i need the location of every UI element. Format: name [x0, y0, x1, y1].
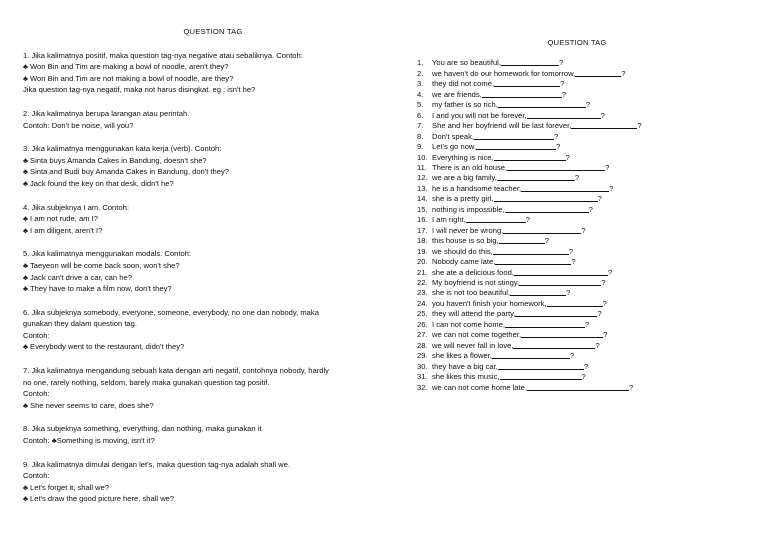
item-number: 21. [417, 267, 428, 277]
item-number: 14. [417, 194, 428, 204]
exercise-item [417, 69, 747, 79]
item-sentence: she likes a flower, [432, 351, 492, 361]
answer-blank[interactable] [503, 226, 581, 234]
example-line [23, 260, 373, 272]
line-text: gunakan they dalam question tag. [23, 319, 137, 329]
line-text: 9. Jika kalimatnya dimulai dengan let's, maka question tag-nya adalah shall we. [23, 459, 290, 469]
question-mark: ? [597, 194, 602, 204]
exercise-item [417, 194, 747, 204]
rule-line [23, 318, 373, 330]
item-sentence: you haven't finish your homework, [432, 298, 547, 308]
rule-block [23, 248, 373, 294]
line-text: Contoh: ♣Something is moving, isn't it? [23, 436, 155, 446]
question-mark: ? [544, 236, 549, 246]
example-line [23, 341, 373, 353]
exercise-item [417, 236, 747, 246]
item-number: 23. [417, 288, 428, 298]
answer-blank[interactable] [510, 288, 566, 296]
item-sentence: she is a pretty girl, [432, 194, 494, 204]
question-mark: ? [569, 351, 575, 361]
example-line [23, 73, 373, 85]
item-sentence: they will attend the party, [432, 309, 516, 319]
rule-line [23, 50, 373, 62]
example-line [23, 178, 373, 190]
answer-blank[interactable] [474, 132, 554, 140]
answer-blank[interactable] [515, 309, 597, 317]
line-text: I am not rude, am I? [30, 214, 98, 224]
answer-blank[interactable] [500, 372, 582, 380]
line-text: Jack can't drive a car, can he? [30, 272, 132, 282]
exercise-item [417, 383, 747, 393]
club-bullet-icon: ♣ [23, 342, 28, 352]
line-text: Contoh: Don't be noise, will you? [23, 120, 134, 130]
answer-blank[interactable] [495, 257, 571, 265]
exercise-item [417, 205, 747, 215]
item-number: 24. [417, 298, 428, 308]
item-number: 28. [417, 340, 428, 350]
question-mark: ? [583, 361, 589, 371]
line-text: Won Bin and Tim are not making a bowl of noodle, are they? [30, 73, 234, 83]
club-bullet-icon: ♣ [23, 178, 28, 188]
item-number: 16. [417, 215, 428, 225]
answer-blank[interactable] [497, 173, 575, 181]
example-line [23, 155, 373, 167]
answer-blank[interactable] [494, 194, 598, 202]
item-number: 4. [417, 89, 424, 99]
question-mark: ? [605, 162, 610, 172]
example-line [23, 166, 373, 178]
exercise-item [417, 58, 747, 68]
question-mark: ? [560, 79, 565, 89]
exercise-item [417, 268, 747, 278]
answer-blank[interactable] [492, 351, 570, 359]
club-bullet-icon: ♣ [23, 482, 28, 492]
item-number: 32. [417, 382, 428, 392]
answer-blank[interactable] [571, 121, 637, 129]
item-sentence: I am right, [432, 215, 466, 225]
item-sentence: he is a handsome teacher, [432, 183, 522, 193]
exercise-item [417, 278, 747, 288]
question-mark: ? [609, 183, 614, 193]
line-text: I am diligent, aren't I? [30, 225, 103, 235]
item-sentence: we will never fall in love, [432, 340, 514, 350]
line-text: Jika question tag-nya negatif, maka not harus disingkat. eg : isn't he? [23, 85, 256, 95]
exercise-item [417, 247, 747, 257]
club-bullet-icon: ♣ [23, 272, 28, 282]
line-text: 2. Jika kalimatnya berupa larangan atau perintah. [23, 108, 190, 118]
answer-blank[interactable] [499, 236, 545, 244]
rule-line [23, 108, 373, 120]
question-mark: ? [621, 68, 626, 78]
answer-blank[interactable] [505, 205, 589, 213]
item-number: 18. [417, 236, 428, 246]
exercise-item [417, 288, 747, 298]
rule-line [23, 435, 373, 447]
club-bullet-icon: ♣ [23, 167, 28, 177]
line-text: Let's forget it, shall we? [30, 482, 110, 492]
rule-block [23, 143, 373, 189]
question-mark: ? [601, 277, 606, 287]
rule-line [23, 84, 373, 96]
rule-line [23, 470, 373, 482]
exercise-item [417, 153, 747, 163]
answer-blank[interactable] [493, 247, 569, 255]
question-mark: ? [581, 225, 586, 235]
rule-line [23, 330, 373, 342]
question-mark: ? [571, 257, 576, 267]
line-text: 5. Jika kalimatnya menggunakan modals. Contoh: [23, 249, 192, 259]
line-text: Sinta and Budi buy Amanda Cakes in Bandung, don't they? [30, 167, 230, 177]
item-sentence: we are friends, [432, 89, 482, 99]
question-mark: ? [561, 89, 567, 99]
item-number: 17. [417, 225, 428, 235]
item-sentence: Let's go now, [432, 142, 477, 152]
item-sentence: we should do this, [432, 246, 493, 256]
answer-blank[interactable] [494, 153, 566, 161]
item-number: 6. [417, 110, 424, 120]
rule-block [23, 108, 373, 131]
club-bullet-icon: ♣ [23, 494, 28, 504]
line-text: Jack found the key on that desk, didn't he? [30, 178, 174, 188]
exercise-item [417, 184, 747, 194]
line-text: Taeyeon will be come back soon, won't she? [30, 260, 180, 270]
rule-block [23, 202, 373, 237]
question-mark: ? [588, 204, 593, 214]
item-sentence: my father is so rich, [432, 100, 498, 110]
club-bullet-icon: ♣ [23, 260, 28, 270]
item-sentence: My boyfriend is not stingy, [432, 277, 520, 287]
rule-line [23, 459, 373, 471]
example-line [23, 61, 373, 73]
item-sentence: nothing is impossible, [432, 204, 505, 214]
question-mark: ? [600, 110, 605, 120]
item-sentence: she is not too beautiful, [432, 288, 511, 298]
answer-blank[interactable] [527, 383, 629, 391]
line-text: 6. Jika subjeknya somebody, everyone, someone, everybody, no one dan nobody, maka [23, 307, 319, 317]
question-mark: ? [565, 152, 570, 162]
rule-line [23, 388, 373, 400]
answer-blank[interactable] [547, 299, 603, 307]
question-mark: ? [585, 319, 590, 329]
item-sentence: I and you will not be forever, [432, 110, 527, 120]
exercise-item [417, 226, 747, 236]
rule-block [23, 307, 373, 353]
item-number: 20. [417, 257, 428, 267]
example-line [23, 272, 373, 284]
item-sentence: Everything is nice, [432, 152, 494, 162]
exercise-item [417, 132, 747, 142]
item-number: 3. [417, 79, 424, 89]
answer-blank[interactable] [494, 79, 560, 87]
rule-block [23, 459, 373, 505]
item-number: 8. [417, 131, 424, 141]
exercise-item [417, 372, 747, 382]
answer-blank[interactable] [466, 215, 526, 223]
line-text: Contoh: [23, 330, 50, 340]
exercise-item [417, 309, 747, 319]
answer-blank[interactable] [514, 268, 608, 276]
line-text: She never seems to care, does she? [30, 400, 154, 410]
rule-line [23, 365, 373, 377]
item-number: 10. [417, 152, 428, 162]
item-number: 30. [417, 361, 428, 371]
exercise-title: QUESTION TAG [547, 38, 607, 47]
question-mark: ? [595, 340, 600, 350]
exercise-item [417, 341, 747, 351]
answer-blank[interactable] [513, 341, 595, 349]
exercise-item [417, 121, 747, 131]
answer-blank[interactable] [498, 100, 586, 108]
line-text: 4. Jika subjeknya I am. Contoh: [23, 202, 129, 212]
question-mark: ? [607, 267, 613, 277]
club-bullet-icon: ♣ [23, 155, 28, 165]
rule-line [23, 307, 373, 319]
exercise-item [417, 215, 747, 225]
example-line [23, 482, 373, 494]
question-mark: ? [568, 246, 574, 256]
question-mark: ? [637, 121, 642, 131]
exercise-item [417, 79, 747, 89]
item-sentence: we can not come together, [432, 330, 522, 340]
item-number: 12. [417, 173, 428, 183]
question-mark: ? [585, 100, 591, 110]
exercise-item [417, 362, 747, 372]
rule-line [23, 120, 373, 132]
question-mark: ? [525, 215, 530, 225]
rule-line [23, 423, 373, 435]
answer-blank[interactable] [498, 362, 584, 370]
item-sentence: we are a big family, [432, 173, 497, 183]
exercise-item [417, 111, 747, 121]
line-text: Sinta buys Amanda Cakes in Bandung, doesn't she? [30, 155, 207, 165]
answer-blank[interactable] [521, 330, 603, 338]
rule-block [23, 50, 373, 96]
item-number: 26. [417, 319, 428, 329]
club-bullet-icon: ♣ [23, 62, 28, 72]
question-mark: ? [628, 382, 634, 392]
answer-blank[interactable] [482, 90, 562, 98]
item-number: 11. [417, 162, 427, 172]
rules-list [23, 50, 373, 505]
exercise-item [417, 90, 747, 100]
item-sentence: There is an old house, [432, 162, 508, 172]
answer-blank[interactable] [575, 69, 621, 77]
line-text: 1. Jika kalimatnya positif, maka question tag-nya negative atau sebaliknya. Contoh: [23, 50, 303, 60]
exercise-item [417, 257, 747, 267]
item-sentence: we haven't do our homework for tomorrow, [432, 68, 576, 78]
example-line [23, 283, 373, 295]
line-text: 7. Jika kalimatnya mengandung sebuah kata dengan arti negatif, contohnya nobody, hardly [23, 366, 329, 376]
item-sentence: You are so beautiful, [432, 58, 501, 68]
line-text: Contoh: [23, 471, 50, 481]
rule-block [23, 423, 373, 446]
exercise-item [417, 163, 747, 173]
exercise-list [417, 58, 747, 393]
rules-title: QUESTION TAG [183, 27, 243, 36]
club-bullet-icon: ♣ [23, 73, 28, 83]
rule-line [23, 202, 373, 214]
line-text: They have to make a film now, don't they? [30, 284, 172, 294]
question-mark: ? [566, 288, 571, 298]
item-sentence: She and her boyfriend will be last forever, [432, 121, 572, 131]
rule-block [23, 365, 373, 411]
item-number: 15. [417, 204, 428, 214]
exercise-column [417, 38, 747, 393]
answer-blank[interactable] [527, 111, 601, 119]
question-mark: ? [602, 298, 607, 308]
item-sentence: she ate a delicious food, [432, 267, 514, 277]
item-number: 7. [417, 121, 424, 131]
line-text: Contoh: [23, 389, 50, 399]
item-number: 27. [417, 330, 428, 340]
item-sentence: Nobody came late, [432, 257, 496, 267]
exercise-item [417, 299, 747, 309]
question-mark: ? [574, 173, 580, 183]
club-bullet-icon: ♣ [23, 400, 28, 410]
line-text: 8. Jika subjeknya something, everything, dan nothing, maka gunakan it [23, 424, 262, 434]
exercise-item [417, 330, 747, 340]
question-mark: ? [581, 372, 586, 382]
exercise-item [417, 351, 747, 361]
item-sentence: they have a big car, [432, 361, 498, 371]
answer-blank[interactable] [476, 142, 556, 150]
item-sentence: I will never be wrong, [432, 225, 504, 235]
question-mark: ? [553, 131, 559, 141]
item-number: 2. [417, 68, 424, 78]
item-sentence: she likes this music, [432, 372, 500, 382]
exercise-item [417, 100, 747, 110]
item-sentence: this house is so big, [432, 236, 499, 246]
exercise-item [417, 142, 747, 152]
rule-line [23, 377, 373, 389]
example-line [23, 225, 373, 237]
club-bullet-icon: ♣ [23, 284, 28, 294]
club-bullet-icon: ♣ [23, 214, 28, 224]
answer-blank[interactable] [501, 58, 559, 66]
exercise-item [417, 320, 747, 330]
line-text: 3. Jika kalimatnya menggunakan kata kerja (verb). Contoh: [23, 144, 222, 154]
rules-column [23, 26, 373, 517]
club-bullet-icon: ♣ [23, 225, 28, 235]
item-number: 19. [417, 246, 428, 256]
item-number: 1. [417, 58, 424, 68]
item-number: 29. [417, 351, 428, 361]
question-mark: ? [597, 309, 602, 319]
item-number: 13. [417, 183, 428, 193]
example-line [23, 493, 373, 505]
item-number: 5. [417, 100, 424, 110]
exercise-item [417, 173, 747, 183]
item-number: 31. [417, 372, 428, 382]
item-number: 25. [417, 309, 428, 319]
line-text: Let's draw the good picture here, shall we? [30, 494, 175, 504]
example-line [23, 213, 373, 225]
answer-blank[interactable] [505, 320, 585, 328]
item-sentence: Don't speak, [432, 131, 474, 141]
question-mark: ? [603, 330, 608, 340]
line-text: no one, rarely nothing, seldom, barely maka gunakan question tag positif. [23, 377, 270, 387]
question-mark: ? [558, 58, 564, 68]
answer-blank[interactable] [519, 278, 601, 286]
answer-blank[interactable] [521, 184, 609, 192]
rule-line [23, 248, 373, 260]
question-mark: ? [556, 142, 561, 152]
item-sentence: we can not come home late, [432, 382, 527, 392]
item-number: 9. [417, 142, 424, 152]
item-number: 22. [417, 277, 428, 287]
rule-line [23, 143, 373, 155]
line-text: Everybody went to the restaurant, didn't they? [30, 342, 185, 352]
item-sentence: I can not come home, [432, 319, 506, 329]
answer-blank[interactable] [507, 163, 605, 171]
line-text: Won Bin and Tim are making a bowl of noodle, aren't they? [30, 62, 229, 72]
item-sentence: they did not come, [432, 79, 495, 89]
example-line [23, 400, 373, 412]
